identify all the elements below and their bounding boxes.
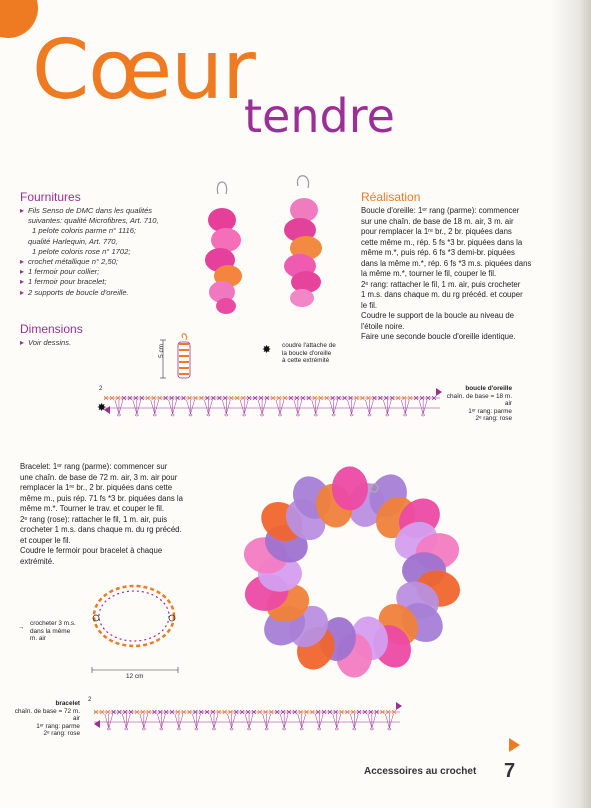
fan-stitch bbox=[368, 714, 372, 728]
fan-stitch bbox=[262, 400, 266, 414]
fan-stitch bbox=[204, 400, 208, 414]
text-line: 2ᵉ rang: rattacher le fil, 1 m. air, puis crocheter bbox=[361, 279, 521, 289]
chain-stitch bbox=[207, 414, 210, 416]
text-line: la même m.*, tourner le fil, couper le fil. bbox=[361, 269, 497, 278]
text-line: Bracelet: 1ᵉʳ rang (parme): commencer sur bbox=[20, 462, 168, 471]
chain-stitch bbox=[265, 728, 268, 730]
chain-stitch bbox=[117, 414, 120, 416]
earrings-photo bbox=[196, 172, 336, 332]
fournitures-item: 1 pelote coloris parme n° 1116; bbox=[32, 226, 137, 236]
text-line: pour remplacer la 1ʳᵉ br., 2 br. piquées dans bbox=[361, 227, 512, 236]
fan-stitch bbox=[280, 714, 284, 728]
chain-stitch bbox=[314, 414, 317, 416]
text-line: 2ᵉ rang: rose bbox=[43, 730, 80, 738]
earring-stitch-chart bbox=[96, 384, 446, 420]
chain-stitch bbox=[368, 414, 371, 416]
fan-stitch bbox=[330, 400, 334, 414]
earring-right bbox=[284, 198, 322, 307]
text-line: m. air bbox=[30, 635, 46, 643]
dimensions-text: ▸ Voir dessins. bbox=[20, 338, 180, 348]
fan-stitch bbox=[214, 714, 218, 728]
chain-stitch bbox=[278, 414, 281, 416]
chain-stitch bbox=[153, 414, 156, 416]
text-line: 1 m.s. dans chaque m. du rg précéd. et couper bbox=[361, 290, 523, 299]
text-line: le fil. bbox=[361, 300, 378, 310]
bracelet-legend-title: bracelet bbox=[55, 700, 80, 707]
chain-stitch bbox=[296, 414, 299, 416]
boucle-legend-title: boucle d'oreille bbox=[465, 385, 512, 392]
earring-size-diagram bbox=[155, 334, 195, 384]
fan-stitch bbox=[222, 400, 226, 414]
fournitures-item: qualité Harlequin, Art. 770, bbox=[28, 236, 118, 246]
chain-stitch bbox=[243, 414, 246, 416]
fan-stitch bbox=[109, 714, 113, 728]
fan-stitch bbox=[405, 400, 409, 414]
text-line: dans la même m.*, rép. 6 fs *3 m.s. piquées dans bbox=[361, 258, 532, 268]
fan-stitch bbox=[105, 714, 109, 728]
text-line: extrémité. bbox=[20, 556, 55, 566]
chain-stitch bbox=[107, 728, 110, 730]
fan-stitch bbox=[140, 714, 144, 728]
fan-stitch bbox=[348, 400, 352, 414]
earring-row2-number: 2 bbox=[99, 386, 103, 392]
text-line: remplacer la 1ʳᵉ br., 2 br. piquées dans cette bbox=[20, 483, 173, 492]
footer-section-title: Accessoires au crochet bbox=[364, 766, 477, 777]
fournitures-item: suivantes: qualité Microfibres, Art. 710, bbox=[28, 216, 159, 226]
bracelet-photo bbox=[236, 460, 466, 690]
chain-stitch bbox=[370, 728, 373, 730]
start-marker bbox=[94, 720, 100, 728]
fan-stitch bbox=[245, 714, 249, 728]
text-line: chaîn. de base = 72 m. air bbox=[14, 707, 80, 723]
text-line: crocheter 3 m.s. bbox=[30, 620, 76, 627]
star-note bbox=[282, 342, 336, 365]
fan-stitch bbox=[169, 400, 173, 414]
end-marker bbox=[436, 388, 442, 396]
fan-stitch bbox=[401, 400, 405, 414]
earring-left bbox=[205, 208, 242, 314]
fan-stitch bbox=[258, 400, 262, 414]
fan-stitch bbox=[284, 714, 288, 728]
fan-stitch bbox=[315, 714, 319, 728]
fournitures-item: ▸ 1 fermoir pour bracelet; bbox=[20, 277, 200, 287]
chain-stitch bbox=[332, 414, 335, 416]
fan-stitch bbox=[191, 400, 195, 414]
text-line: dans la même bbox=[30, 627, 71, 635]
realisation-heading: Réalisation bbox=[361, 190, 421, 204]
fan-stitch bbox=[175, 714, 179, 728]
fan-stitch bbox=[389, 714, 393, 728]
fan-stitch bbox=[319, 714, 323, 728]
text-line: à cette extrémité bbox=[282, 357, 330, 365]
fournitures-heading: Fournitures bbox=[20, 190, 81, 204]
fan-stitch bbox=[276, 400, 280, 414]
chain-stitch bbox=[142, 728, 145, 730]
text-line: la boucle d'oreille bbox=[282, 349, 332, 357]
ms-note bbox=[30, 620, 76, 643]
fan-stitch bbox=[383, 400, 387, 414]
chain-stitch bbox=[283, 728, 286, 730]
fan-stitch bbox=[385, 714, 389, 728]
fan-stitch bbox=[419, 400, 423, 414]
earring-star-icon: ✸ bbox=[97, 402, 107, 414]
chain-stitch bbox=[386, 414, 389, 416]
fan-stitch bbox=[312, 400, 316, 414]
fan-stitch bbox=[226, 400, 230, 414]
chain-stitch bbox=[260, 414, 263, 416]
text-line: une chaîn. de base de 72 m. air, 3 m. air pour bbox=[20, 472, 178, 482]
text-line: 1ᵉʳ rang: parme bbox=[468, 407, 512, 415]
fan-stitch bbox=[298, 400, 302, 414]
chain-stitch bbox=[300, 728, 303, 730]
chain-stitch bbox=[230, 728, 233, 730]
realisation-text bbox=[361, 206, 561, 343]
fan-stitch bbox=[137, 400, 141, 414]
fournitures-item: ▸ Fils Senso de DMC dans les qualités bbox=[20, 206, 200, 216]
fan-stitch bbox=[196, 714, 200, 728]
text-line: cette même m., rép. 5 fs *3 br. piquées dans la bbox=[361, 237, 523, 247]
fan-stitch bbox=[298, 714, 302, 728]
text-line: et couper le fil. bbox=[20, 535, 71, 545]
fan-stitch bbox=[280, 400, 284, 414]
text-line: 2ᵉ rang: rose bbox=[475, 415, 512, 423]
chain-stitch bbox=[195, 728, 198, 730]
fan-stitch bbox=[263, 714, 267, 728]
dimensions-heading: Dimensions bbox=[20, 322, 83, 336]
fournitures-item: ▸ crochet métallique n° 2,50; bbox=[20, 257, 200, 267]
chain-stitch bbox=[171, 414, 174, 416]
bracelet-text bbox=[20, 462, 210, 567]
fan-stitch bbox=[122, 714, 126, 728]
fan-stitch bbox=[179, 714, 183, 728]
text-line: coudre l'attache de bbox=[282, 342, 336, 349]
fan-stitch bbox=[187, 400, 191, 414]
fournitures-item: ▸ 1 fermoir pour collier; bbox=[20, 267, 200, 277]
text-line: 1ᵉʳ rang: parme bbox=[36, 722, 80, 730]
text-line: Boucle d'oreille: 1ᵉʳ rang (parme): commencer bbox=[361, 206, 520, 215]
chain-stitch bbox=[177, 728, 180, 730]
fan-stitch bbox=[115, 400, 119, 414]
fan-stitch bbox=[369, 400, 373, 414]
fan-stitch bbox=[232, 714, 236, 728]
fan-stitch bbox=[333, 714, 337, 728]
fan-stitch bbox=[352, 400, 356, 414]
text-line: Coudre le support de la boucle au niveau de bbox=[361, 311, 515, 320]
fan-stitch bbox=[192, 714, 196, 728]
fan-stitch bbox=[249, 714, 253, 728]
bracelet-stitch-chart bbox=[86, 698, 406, 734]
fan-stitch bbox=[354, 714, 358, 728]
fan-stitch bbox=[267, 714, 271, 728]
fan-stitch bbox=[334, 400, 338, 414]
fan-stitch bbox=[240, 400, 244, 414]
fan-stitch bbox=[157, 714, 161, 728]
chain-stitch bbox=[135, 414, 138, 416]
title-sub: tendre bbox=[244, 89, 395, 143]
text-line: Faire une seconde boucle d'oreille identique. bbox=[361, 332, 516, 341]
fan-stitch bbox=[173, 400, 177, 414]
text-line: 2ᵉ rang (rose): rattacher le fil, 1 m. air, puis bbox=[20, 514, 168, 524]
chain-stitch bbox=[189, 414, 192, 416]
text-line: sur une chaîn. de base de 18 m. air, 3 m. air bbox=[361, 216, 514, 226]
chain-stitch bbox=[422, 414, 425, 416]
text-line: même m.*, puis rép. 6 fs *3 demi-br. piquées bbox=[361, 248, 515, 257]
bracelet-row2-number: 2 bbox=[88, 697, 92, 703]
fournitures-list bbox=[20, 206, 200, 298]
page-spine-shadow bbox=[551, 0, 591, 808]
fan-stitch bbox=[155, 400, 159, 414]
bracelet-ring-diagram bbox=[88, 578, 184, 658]
bracelet-legend bbox=[14, 700, 80, 738]
fan-stitch bbox=[244, 400, 248, 414]
chain-stitch bbox=[353, 728, 356, 730]
fan-stitch bbox=[337, 714, 341, 728]
chain-stitch bbox=[212, 728, 215, 730]
title-main: Cœur bbox=[32, 23, 255, 118]
text-line: crocheter 1 m.s. dans chaque m. du rg précéd. bbox=[20, 525, 182, 534]
boucle-legend bbox=[444, 385, 512, 423]
chain-stitch bbox=[160, 728, 163, 730]
chain-stitch bbox=[225, 414, 228, 416]
fournitures-item: 1 pelote coloris rose n° 1702; bbox=[32, 246, 131, 256]
fan-stitch bbox=[151, 400, 155, 414]
chain-stitch bbox=[335, 728, 338, 730]
fan-stitch bbox=[372, 714, 376, 728]
ms-note-arrow: → bbox=[18, 624, 25, 631]
next-arrow-icon bbox=[509, 738, 520, 752]
text-line: même m., puis rép. 71 fs *3 br. piquées dans la bbox=[20, 493, 183, 503]
end-marker bbox=[396, 702, 402, 710]
chain-stitch bbox=[388, 728, 391, 730]
fan-stitch bbox=[208, 400, 212, 414]
fournitures-item: ▸ 2 supports de boucle d'oreille. bbox=[20, 288, 200, 298]
star-icon: ✸ bbox=[262, 344, 272, 356]
text-line: l'étoile noire. bbox=[361, 321, 405, 331]
bracelet-legend-lines bbox=[14, 708, 80, 738]
fan-stitch bbox=[161, 714, 165, 728]
fan-stitch bbox=[350, 714, 354, 728]
fan-stitch bbox=[294, 400, 298, 414]
chain-stitch bbox=[350, 414, 353, 416]
chain-stitch bbox=[318, 728, 321, 730]
fan-stitch bbox=[302, 714, 306, 728]
earring-5cm-label: 5 cm bbox=[158, 344, 165, 358]
fan-stitch bbox=[316, 400, 320, 414]
fan-stitch bbox=[119, 400, 123, 414]
text-line: même m.*. Tourner le trav. et couper le fil. bbox=[20, 504, 165, 513]
chain-stitch bbox=[247, 728, 250, 730]
chain-stitch bbox=[125, 728, 128, 730]
fan-stitch bbox=[133, 400, 137, 414]
text-line: chaîn. de base = 18 m. air bbox=[446, 392, 512, 408]
text-line: Coudre le fermoir pour bracelet à chaque bbox=[20, 546, 163, 555]
fan-stitch bbox=[423, 400, 427, 414]
fan-stitch bbox=[126, 714, 130, 728]
bracelet-12cm-label: 12 cm bbox=[126, 673, 144, 680]
fan-stitch bbox=[210, 714, 214, 728]
fan-stitch bbox=[144, 714, 148, 728]
page-number: 7 bbox=[504, 760, 516, 782]
chain-stitch bbox=[404, 414, 407, 416]
fan-stitch bbox=[365, 400, 369, 414]
boucle-legend-lines bbox=[444, 393, 512, 423]
fan-stitch bbox=[387, 400, 391, 414]
fan-stitch bbox=[228, 714, 232, 728]
